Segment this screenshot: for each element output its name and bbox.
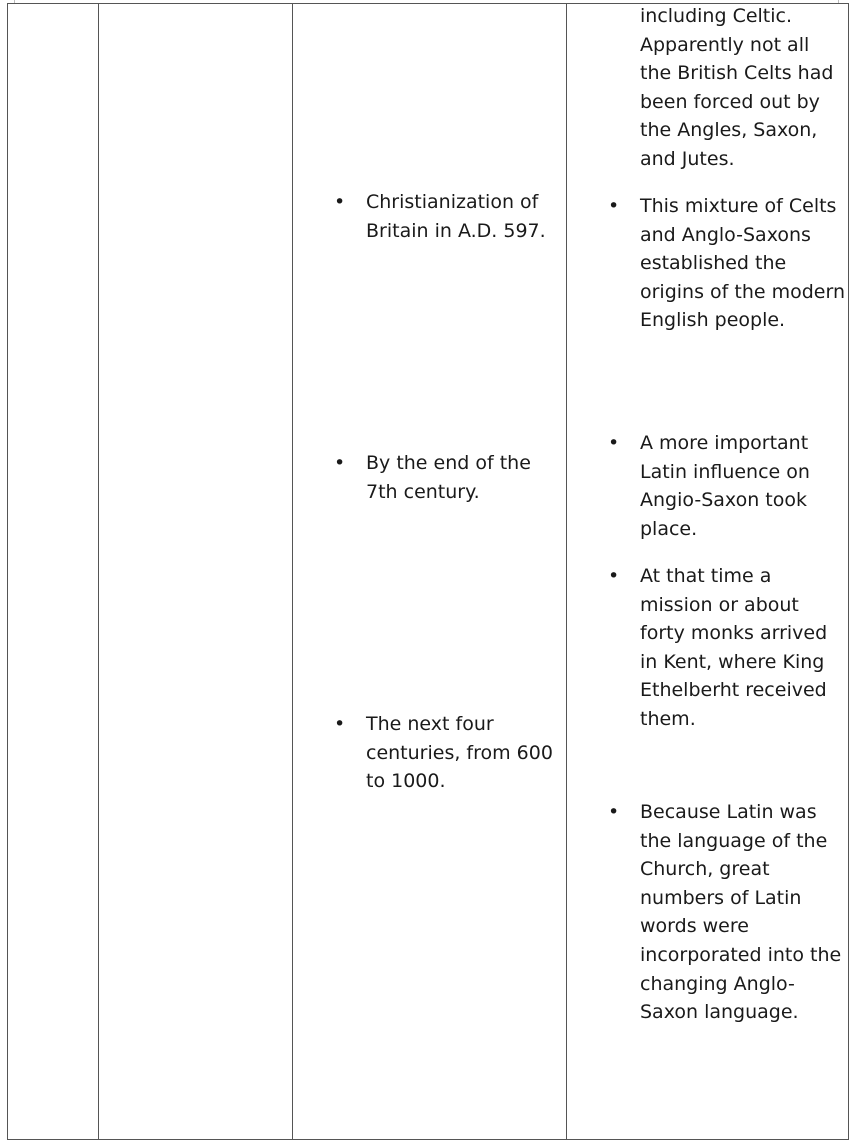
table-bottom-border bbox=[7, 1139, 849, 1140]
event-text: Christianization of Britain in A.D. 597. bbox=[366, 191, 546, 242]
bullet-icon: • bbox=[334, 713, 346, 735]
column-divider-3 bbox=[566, 3, 567, 1140]
note-text: This mixture of Celts and Anglo-Saxons established the origins of the modern English people. bbox=[640, 195, 846, 332]
event-text: The next four centuries, from 600 to 1000. bbox=[366, 713, 553, 793]
bullet-icon: • bbox=[608, 801, 620, 823]
note-text: At that time a mission or about forty monks arrived in Kent, where King Ethelberht received them. bbox=[640, 565, 828, 730]
table-left-border bbox=[7, 3, 8, 1140]
column-divider-2 bbox=[292, 3, 293, 1140]
note-text: A more important Latin influence on Angio-Saxon took place. bbox=[640, 432, 810, 540]
table-right-border bbox=[848, 3, 849, 1140]
bullet-icon: • bbox=[334, 452, 346, 474]
column-divider-1 bbox=[98, 3, 99, 1140]
bullet-icon: • bbox=[608, 195, 620, 217]
note-continuation-text: including Celtic. Apparently not all the British Celts had been forced out by the Angles, Saxon, and Jutes. bbox=[640, 5, 834, 170]
note-text: Because Latin was the language of the Church, great numbers of Latin words were incorporated into the changing Anglo-Saxon language. bbox=[640, 801, 842, 1024]
bullet-icon: • bbox=[608, 432, 620, 454]
event-text: By the end of the 7th century. bbox=[366, 452, 531, 503]
bullet-icon: • bbox=[608, 565, 620, 587]
bullet-icon: • bbox=[334, 191, 346, 213]
